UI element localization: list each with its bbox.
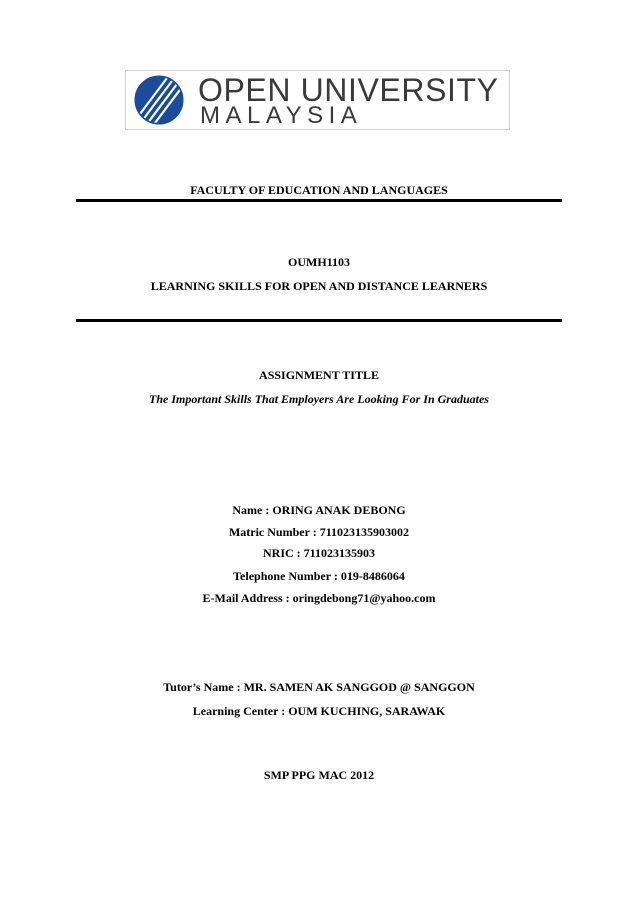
course-title: LEARNING SKILLS FOR OPEN AND DISTANCE LEARNERS xyxy=(150,279,488,293)
student-name: Name : ORING ANAK DEBONG xyxy=(232,503,406,517)
telephone-number: Telephone Number : 019-8486064 xyxy=(233,569,405,583)
oum-emblem-icon xyxy=(131,74,187,126)
semester-label: SMP PPG MAC 2012 xyxy=(263,768,375,782)
tutor-name: Tutor’s Name : MR. SAMEN AK SANGGOD @ SANGGON xyxy=(163,680,475,694)
divider-bottom xyxy=(76,319,562,322)
university-logo xyxy=(125,70,510,130)
course-code: OUMH1103 xyxy=(288,255,350,269)
logo-wordmark-line1: OPEN UNIVERSITY xyxy=(198,72,499,108)
matric-number: Matric Number : 711023135903002 xyxy=(228,525,410,539)
nric-number: NRIC : 711023135903 xyxy=(262,546,375,560)
assignment-heading: ASSIGNMENT TITLE xyxy=(259,368,379,382)
email-address: E-Mail Address : oringdebong71@yahoo.com xyxy=(202,591,436,605)
assignment-title: The Important Skills That Employers Are Looking For In Graduates xyxy=(149,392,489,406)
divider-top xyxy=(76,199,562,202)
faculty-name: FACULTY OF EDUCATION AND LANGUAGES xyxy=(190,183,448,197)
learning-center: Learning Center : OUM KUCHING, SARAWAK xyxy=(192,704,446,718)
logo-wordmark-line2: MALAYSIA xyxy=(200,102,363,129)
